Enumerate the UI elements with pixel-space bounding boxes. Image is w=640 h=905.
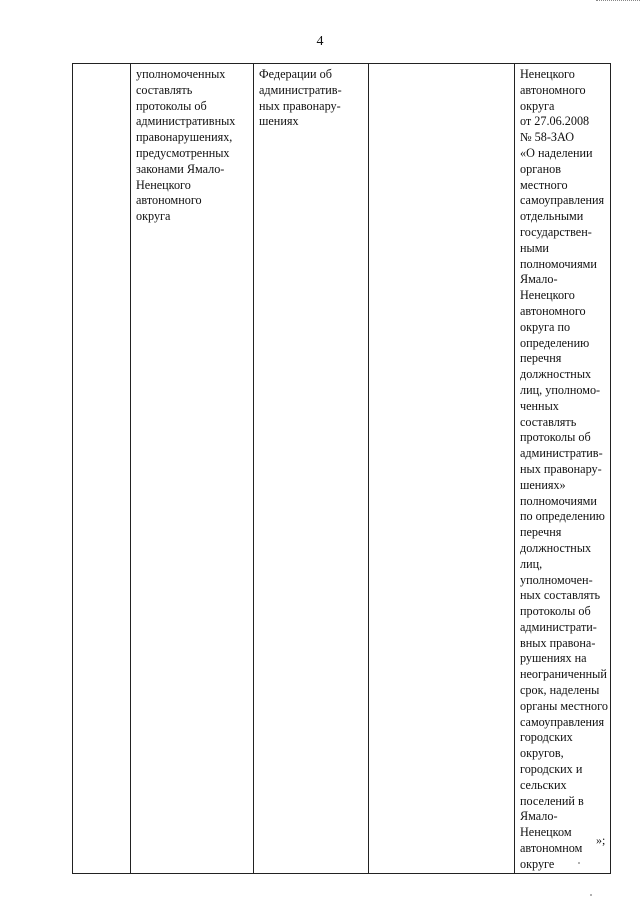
- text-line: поселений в: [520, 793, 584, 808]
- text-line: Ненецком: [520, 825, 572, 840]
- text-line: составлять: [136, 82, 193, 97]
- text-line: округов,: [520, 746, 564, 761]
- document-table: [72, 63, 611, 874]
- text-line: протоколы об: [520, 604, 591, 619]
- code-reference-text: [259, 67, 368, 130]
- text-line: округа: [136, 209, 171, 224]
- table-cell-officials: [131, 64, 254, 874]
- text-line: административ-: [520, 446, 603, 461]
- text-line: округа по: [520, 319, 571, 334]
- scan-speck: [590, 894, 592, 896]
- text-line: «О наделении: [520, 145, 593, 160]
- text-line: неограниченный: [520, 667, 607, 682]
- text-line: от 27.06.2008: [520, 114, 590, 129]
- text-line: срок, наделены: [520, 683, 600, 698]
- text-line: Ненецкого: [520, 288, 575, 303]
- text-line: законами Ямало-: [136, 161, 225, 176]
- officials-text: [136, 67, 253, 225]
- text-line: административных: [136, 114, 236, 129]
- text-line: Федерации об: [259, 67, 332, 81]
- scan-corner-mark: [596, 0, 640, 4]
- text-line: шениях»: [520, 477, 566, 492]
- text-line: перечня: [520, 351, 562, 366]
- text-line: вных правона-: [520, 635, 596, 650]
- text-line: полномочиями: [520, 256, 597, 271]
- text-line: Ненецкого: [520, 67, 575, 81]
- closing-quote-mark: »;: [596, 833, 606, 847]
- text-line: автономном: [520, 841, 583, 856]
- text-line: ченных: [520, 398, 559, 413]
- text-line: лиц, уполномо-: [520, 382, 601, 397]
- text-line: ных составлять: [520, 588, 601, 603]
- scan-speck: [578, 862, 580, 864]
- text-line: определению: [520, 335, 590, 350]
- text-line: уполномочен-: [520, 572, 593, 587]
- text-line: должностных: [520, 540, 592, 555]
- text-line: органов: [520, 161, 561, 176]
- text-line: органы местного: [520, 698, 608, 713]
- text-line: протоколы об: [520, 430, 591, 445]
- text-line: лиц,: [520, 556, 543, 571]
- text-line: государствен-: [520, 224, 592, 239]
- text-line: № 58-ЗАО: [520, 130, 575, 145]
- text-line: полномочиями: [520, 493, 597, 508]
- text-line: рушениях на: [520, 651, 587, 666]
- text-line: городских и: [520, 762, 583, 777]
- page-number: 4: [316, 34, 324, 49]
- text-line: самоуправления: [520, 193, 605, 208]
- text-line: сельских: [520, 777, 567, 792]
- text-line: автономного: [136, 193, 202, 208]
- text-line: правонарушениях,: [136, 130, 233, 145]
- text-line: Ямало-: [520, 272, 558, 287]
- text-line: ных правонару-: [259, 98, 341, 113]
- text-line: отдельными: [520, 209, 584, 224]
- text-line: перечня: [520, 525, 562, 540]
- text-line: шениях: [259, 114, 299, 129]
- table-cell-law-reference: [515, 64, 611, 874]
- table-row: [73, 64, 611, 874]
- text-line: ных правонару-: [520, 461, 602, 476]
- text-line: администрати-: [520, 619, 597, 634]
- text-line: уполномоченных: [136, 67, 226, 81]
- law-reference-text: [520, 67, 610, 873]
- text-line: предусмотренных: [136, 145, 230, 160]
- text-line: ными: [520, 240, 549, 255]
- text-line: местного: [520, 177, 568, 192]
- table-cell-empty: [369, 64, 515, 874]
- table-cell-code-reference: [254, 64, 369, 874]
- text-line: по определению: [520, 509, 605, 524]
- text-line: автономного: [520, 303, 586, 318]
- table-cell-number: [73, 64, 131, 874]
- text-line: составлять: [520, 414, 577, 429]
- text-line: городских: [520, 730, 573, 745]
- text-line: должностных: [520, 367, 592, 382]
- text-line: самоуправления: [520, 714, 605, 729]
- text-line: Ямало-: [520, 809, 558, 824]
- text-line: протоколы об: [136, 98, 207, 113]
- text-line: Ненецкого: [136, 177, 191, 192]
- text-line: автономного: [520, 82, 586, 97]
- text-line: округе: [520, 856, 555, 871]
- text-line: округа: [520, 98, 555, 113]
- text-line: административ-: [259, 82, 342, 97]
